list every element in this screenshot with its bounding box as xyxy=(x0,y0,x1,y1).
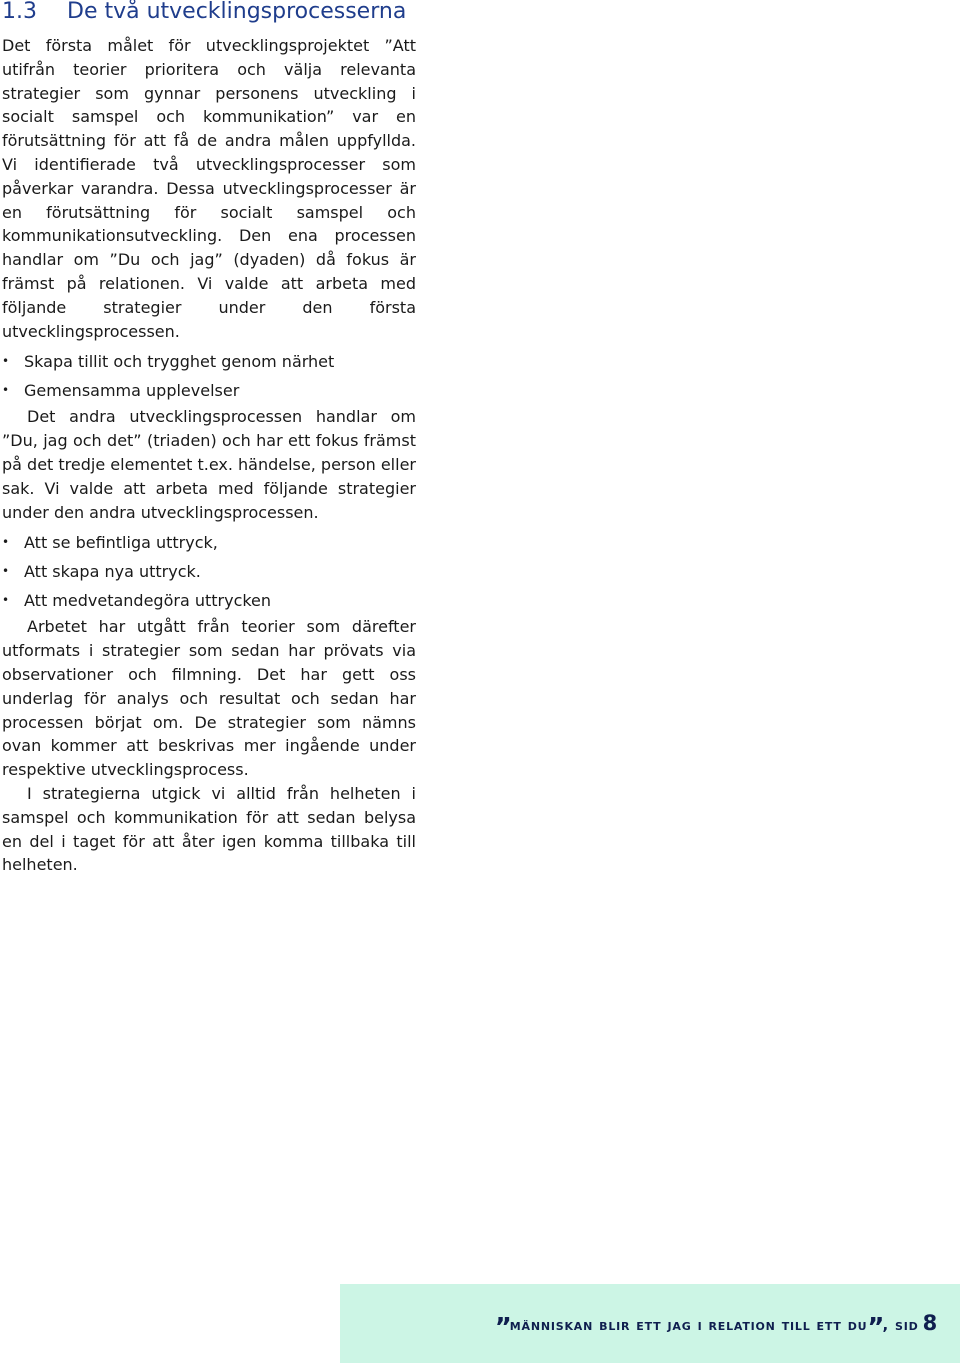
fourth-paragraph: I strategierna utgick vi alltid från helheten i samspel och kommunikation för att sedan belysa en del i taget för att åter igen komma tillbaka till helheten. xyxy=(2,783,416,875)
section-heading xyxy=(2,0,406,25)
intro-paragraph: Det första målet för utvecklingsprojektet ”Att utifrån teorier prioritera och välja relevanta strategier som gynnar personens utveckling i socialt samspel och kommunikation” var en förutsättning för att få de andra målen uppfyllda. Vi identifierade två utvecklingsprocesser som påverkar varandra. Dessa utvecklingsprocesser är en förutsättning för socialt samspel och kommunikationsutveckling. Den ena processen handlar om ”Du och jag” (dyaden) då fokus är främst på relationen. Vi valde att arbeta med följande strategier under den första utvecklingsprocessen. xyxy=(2,36,416,341)
close-quote: ” xyxy=(867,1313,883,1343)
section-number: 1.3 xyxy=(2,0,37,24)
first-strategy-list xyxy=(2,347,416,405)
open-quote: ” xyxy=(494,1313,510,1343)
section-title: De två utvecklingsprocesserna xyxy=(67,0,407,24)
list-item xyxy=(2,528,416,557)
body-text xyxy=(2,34,416,877)
sid-label: sid xyxy=(895,1316,919,1334)
footer-separator: , xyxy=(882,1316,896,1334)
second-strategy-list xyxy=(2,528,416,615)
list-item xyxy=(2,376,416,405)
bullet-icon: • xyxy=(2,535,10,550)
list-item-text: Gemensamma upplevelser xyxy=(24,381,240,401)
bullet-icon: • xyxy=(2,593,10,608)
list-item-text: Att skapa nya uttryck. xyxy=(24,562,201,582)
list-item xyxy=(2,586,416,615)
page-number: 8 xyxy=(922,1311,938,1335)
bullet-icon: • xyxy=(2,383,10,398)
list-item-text: Att medvetandegöra uttrycken xyxy=(24,591,272,611)
list-item-text: Skapa tillit och trygghet genom närhet xyxy=(24,352,335,372)
footer-band xyxy=(340,1284,960,1363)
bullet-icon: • xyxy=(2,564,10,579)
list-item xyxy=(2,557,416,586)
bullet-icon: • xyxy=(2,354,10,369)
footer-title: människan blir ett jag i relation till ett du xyxy=(509,1316,868,1334)
footer-running-title xyxy=(495,1311,938,1343)
list-item-text: Att se befintliga uttryck, xyxy=(24,533,218,553)
list-item xyxy=(2,347,416,376)
third-paragraph: Arbetet har utgått från teorier som därefter utformats i strategier som sedan har prövats via observationer och filmning. Det har gett oss underlag för analys och resultat och sedan har processen börjat om. De strategier som nämns ovan kommer att beskrivas mer ingående under respektive utvecklingsprocess. xyxy=(2,617,416,780)
second-paragraph: Det andra utvecklingsprocessen handlar om ”Du, jag och det” (triaden) och har ett fokus främst på det tredje elementet t.ex. händelse, person eller sak. Vi valde att arbeta med följande strategier under den andra utvecklingsprocessen. xyxy=(2,407,416,522)
